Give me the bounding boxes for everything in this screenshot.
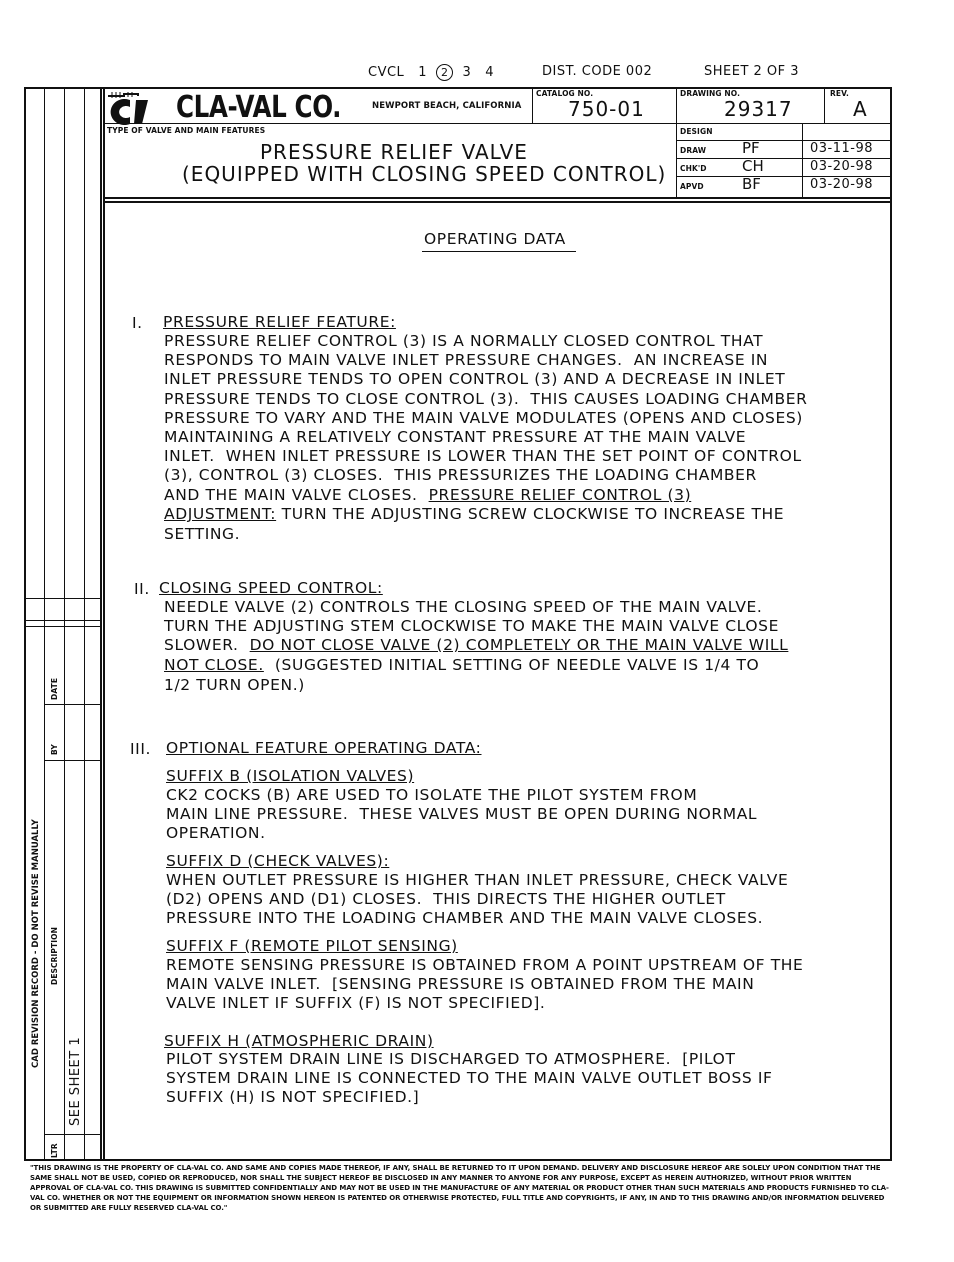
legal-notice: "THIS DRAWING IS THE PROPERTY OF CLA-VAL CO. AND SAME AND COPIES MADE THEREOF, IF ANY, SHALL BE RETURNED TO IT UPON DEMAND. DELIVERY AND DISCLOSURE HEREOF ARE SOLELY UPON CONDITION THAT THE SAME SHALL NOT BE USED, COPIED OR REPRODUCED, NOR SHALL THE SUBJECT HEREOF BE DISCLOSED IN ANY MANNER TO ANYONE FOR ANY PURPOSE, EXCEPT AS HEREIN AUTHORIZED, WITHOUT PRIOR WRITTEN APPROVAL OF CLA-VAL CO. THIS DRAWING IS SUBMITTED CONFIDENTIALLY AND MAY NOT BE USED IN THE MANUFACTURE OF ANY MATERIAL OR PRODUCT OTHER THAN SUCH MATERIALS AND PRODUCTS FURNISHED TO CLA-VAL CO. WHETHER OR NOT THE EQUIPMENT OR INFORMATION SHOWN HEREON IS PATENTED OR OTHERWISE PROTECTED, FULL TITLE AND COPYRIGHTS, IF ANY, IN AND TO THIS DRAWING AND/OR INFORMATION DELIVERED OR SUBMITTED ARE FULLY RESERVED CLA-VAL CO." [30, 1164, 889, 1212]
section-1-text: AND THE MAIN VALVE CLOSES. [164, 486, 429, 504]
section-3-title: OPTIONAL FEATURE OPERATING DATA: [166, 739, 482, 757]
sheet-number: SHEET 2 OF 3 [704, 64, 800, 79]
section-1-number: I. [132, 314, 143, 332]
drawing-number: 29317 [724, 97, 793, 121]
cvcl-line [368, 64, 494, 81]
strip-line [64, 88, 65, 1160]
title-line-2: (EQUIPPED WITH CLOSING SPEED CONTROL) [182, 162, 667, 186]
title-block-line [676, 88, 677, 198]
cvcl-option-1: 1 [418, 65, 427, 80]
cla-val-logo [104, 90, 364, 126]
cvcl-label: CVCL [368, 65, 405, 80]
strip-divider [25, 598, 101, 599]
section-1-body: PRESSURE RELIEF CONTROL (3) IS A NORMALLY CLOSED CONTROL THAT RESPONDS TO MAIN VALVE INLET PRESSURE CHANGES. AN INCREASE IN INLET PRESSURE TENDS TO OPEN CONTROL (3) AND A DECREASE IN INLET PRESSURE TENDS TO CLOSE CONTROL (3). THIS CAUSES LOADING CHAMBER PRESSURE TO VARY AND THE MAIN VALVE MODULATES (OPENS AND CLOSES) MAINTAINING A RELATIVELY CONSTANT PRESSURE AT THE MAIN VALVE INLET. WHEN INLET PRESSURE IS LOWER THAN THE SET POINT OF CONTROL (3), CONTROL (3) CLOSES. THIS PRESSURIZES THE LOADING CHAMBER [164, 332, 808, 485]
drawing-label: DRAWING NO. [680, 89, 741, 98]
title-block-line [104, 197, 890, 199]
see-sheet-note: SEE SHEET 1 [68, 1036, 83, 1126]
cla-val-emblem-icon [104, 90, 150, 126]
section-2-number: II. [134, 580, 150, 598]
section-2-title: CLOSING SPEED CONTROL: [159, 579, 383, 597]
catalog-number: 750-01 [568, 97, 645, 121]
company-location: NEWPORT BEACH, CALIFORNIA [372, 101, 522, 111]
date-label: DATE [50, 677, 59, 700]
strip-divider [25, 620, 101, 621]
checked-date: 03-20-98 [810, 159, 874, 174]
strip-line [103, 88, 105, 1160]
section-1-body-line-10 [164, 505, 784, 524]
strip-line [84, 88, 85, 1160]
strip-line [100, 88, 102, 1160]
design-label: DESIGN [680, 127, 713, 136]
strip-divider [44, 760, 101, 761]
section-2-line-5: 1/2 TURN OPEN.) [164, 676, 305, 694]
section-1-setting: SETTING. [164, 525, 241, 543]
cvcl-option-4: 4 [485, 65, 494, 80]
strip-divider [25, 626, 101, 627]
section-2-line-4 [164, 656, 759, 675]
section-2-warning-end: NOT CLOSE. [164, 656, 264, 674]
operating-data-heading: OPERATING DATA [424, 230, 566, 248]
suffix-d-title: SUFFIX D (CHECK VALVES): [166, 852, 390, 870]
rev-label: REV. [830, 89, 849, 98]
section-1-adjustment-title: PRESSURE RELIEF CONTROL (3) [428, 486, 692, 504]
approved-by: BF [742, 175, 761, 193]
section-2-body: NEEDLE VALVE (2) CONTROLS THE CLOSING SPEED OF THE MAIN VALVE. TURN THE ADJUSTING STEM CLOCKWISE TO MAKE THE MAIN VALVE CLOSE [164, 598, 779, 636]
ltr-label: LTR [50, 1143, 59, 1158]
valve-type-label: TYPE OF VALVE AND MAIN FEATURES [107, 126, 266, 135]
section-2-line-3 [164, 636, 788, 655]
title-block-line [824, 88, 825, 124]
suffix-h-body: PILOT SYSTEM DRAIN LINE IS DISCHARGED TO ATMOSPHERE. [PILOT SYSTEM DRAIN LINE IS CONNECTED TO THE MAIN VALVE OUTLET BOSS IF SUFFIX (H) IS NOT SPECIFIED.] [166, 1050, 773, 1107]
description-label: DESCRIPTION [50, 927, 59, 985]
strip-divider [44, 1134, 101, 1135]
title-line-1: PRESSURE RELIEF VALVE [260, 140, 528, 164]
section-1-title: PRESSURE RELIEF FEATURE: [163, 313, 396, 331]
catalog-label: CATALOG NO. [536, 89, 594, 98]
approved-label: APVD [680, 182, 704, 191]
suffix-b-title: SUFFIX B (ISOLATION VALVES) [166, 767, 415, 785]
checked-label: CHK'D [680, 164, 707, 173]
strip-line [44, 88, 45, 1160]
section-2-suggestion: (SUGGESTED INITIAL SETTING OF NEEDLE VALVE IS 1/4 TO [263, 656, 760, 674]
draw-by: PF [742, 139, 760, 157]
section-1-body-line-9 [164, 486, 691, 505]
company-name: CLA-VAL CO. [176, 90, 342, 125]
title-block-line [532, 88, 533, 124]
suffix-d-body: WHEN OUTLET PRESSURE IS HIGHER THAN INLET PRESSURE, CHECK VALVE (D2) OPENS AND (D1) CLOSES. THIS DIRECTS THE HIGHER OUTLET PRESSURE INTO THE LOADING CHAMBER AND THE MAIN VALVE CLOSES. [166, 871, 789, 928]
title-block-line [802, 124, 803, 198]
dist-code: DIST. CODE 002 [542, 64, 653, 79]
cvcl-option-2-circled: 2 [436, 64, 453, 81]
draw-date: 03-11-98 [810, 141, 874, 156]
section-1-adjustment-text: TURN THE ADJUSTING SCREW CLOCKWISE TO INCREASE THE [276, 505, 785, 523]
suffix-b-body: CK2 COCKS (B) ARE USED TO ISOLATE THE PILOT SYSTEM FROM MAIN LINE PRESSURE. THESE VALVES MUST BE OPEN DURING NORMAL OPERATION. [166, 786, 758, 843]
strip-divider [44, 704, 101, 705]
checked-by: CH [742, 157, 764, 175]
suffix-f-body: REMOTE SENSING PRESSURE IS OBTAINED FROM A POINT UPSTREAM OF THE MAIN VALVE INLET. [SENSING PRESSURE IS OBTAINED FROM THE MAIN VALVE INLET IF SUFFIX (F) IS NOT SPECIFIED]. [166, 956, 804, 1013]
cvcl-option-3: 3 [462, 65, 472, 80]
suffix-h-title: SUFFIX H (ATMOSPHERIC DRAIN) [164, 1032, 434, 1050]
revision-letter: A [853, 97, 867, 121]
section-3-number: III. [130, 740, 152, 758]
by-label: BY [50, 744, 59, 755]
cad-revision-note: CAD REVISION RECORD - DO NOT REVISE MANUALLY [31, 819, 41, 1068]
section-1-adjustment-label: ADJUSTMENT: [164, 505, 277, 523]
suffix-f-title: SUFFIX F (REMOTE PILOT SENSING) [166, 937, 458, 955]
approved-date: 03-20-98 [810, 177, 874, 192]
title-block-line [104, 201, 890, 203]
section-2-text: SLOWER. [164, 636, 250, 654]
heading-underline [422, 251, 576, 252]
draw-label: DRAW [680, 146, 707, 155]
section-2-warning: DO NOT CLOSE VALVE (2) COMPLETELY OR THE MAIN VALVE WILL [249, 636, 789, 654]
